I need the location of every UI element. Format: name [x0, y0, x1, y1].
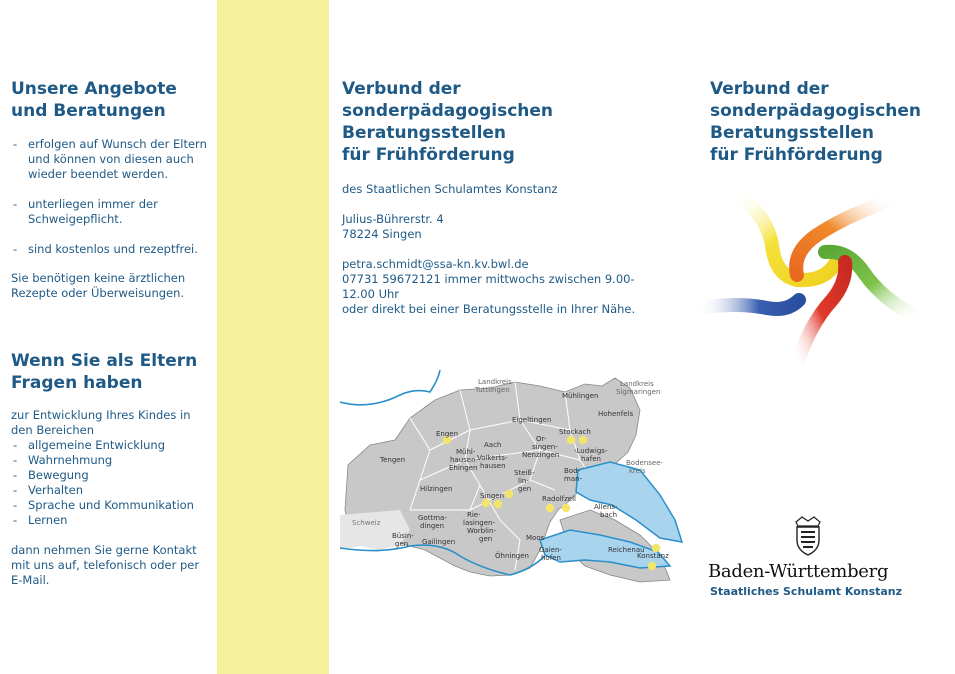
location-dot — [482, 499, 490, 507]
map-label: lin- — [518, 477, 529, 485]
title-line: Beratungsstellen — [710, 123, 875, 143]
map-label: gen — [518, 485, 532, 493]
title-line: Verbund der — [710, 79, 829, 99]
areas-list — [11, 438, 211, 528]
list-item: - unterliegen immer der Schweigepflicht. — [11, 197, 211, 227]
direct-text: oder direkt bei einer Beratungsstelle in Ihrer Nähe. — [342, 302, 636, 316]
map-label: hausen — [480, 462, 506, 470]
offers-heading — [11, 78, 211, 122]
map-label: Landkreis — [620, 380, 654, 388]
map-label: kreis — [629, 467, 646, 475]
title-line: sonderpädagogischen — [342, 101, 554, 121]
map-label: Tuttlingen — [475, 386, 510, 394]
note-text: Sie benötigen keine ärztlichen Rezepte oder Überweisungen. — [11, 271, 186, 300]
map-label: Sigmaringen — [616, 388, 661, 396]
list-item: - Sprache und Kommunikation — [11, 498, 211, 513]
map-label: Or- — [536, 435, 547, 443]
map-label: Mühlingen — [562, 392, 599, 400]
school-office-name: Staatliches Schulamt Konstanz — [710, 585, 903, 598]
heading-line: und Beratungen — [11, 101, 166, 121]
map-label: Aach — [484, 441, 502, 449]
map-label: Gailingen — [422, 538, 456, 546]
location-dot — [652, 544, 660, 552]
map-label: Volkerts- — [477, 454, 508, 462]
map-label: Stockach — [559, 428, 591, 436]
frühförderung-logo — [697, 190, 927, 370]
map-label: lasingen- — [463, 519, 495, 527]
list-item: - erfolgen auf Wunsch der Eltern und können von diesen auch wieder beendet werden. — [11, 137, 211, 182]
yellow-band — [217, 0, 329, 674]
list-item: - allgemeine Entwicklung — [11, 438, 211, 453]
map-label: Bod- — [564, 467, 581, 475]
heading-line: Wenn Sie als Eltern — [11, 351, 198, 371]
phone-text: 07731 59672121 immer mittwochs zwischen 9.00-12.00 Uhr — [342, 272, 635, 301]
title-line: Verbund der — [342, 79, 461, 99]
state-name: Baden-Württemberg — [708, 561, 889, 582]
location-dot — [546, 504, 554, 512]
map-label: Eigeltingen — [512, 416, 552, 424]
location-dot — [567, 436, 575, 444]
map-label: Bodensee- — [626, 459, 664, 467]
map-label: -Ludwigs- — [574, 447, 608, 455]
title-line: für Frühförderung — [710, 145, 883, 165]
map-label: Konstanz — [637, 552, 669, 560]
list-item: - Wahrnehmung — [11, 453, 211, 468]
map-label: Büsin- — [392, 532, 414, 540]
map-label: gen — [479, 535, 493, 543]
map-label: dingen — [420, 522, 445, 530]
map-label: Gaien- — [539, 546, 562, 554]
email-link[interactable]: petra.schmidt@ssa-kn.kv.bwl.de — [342, 257, 529, 271]
areas-intro: zur Entwicklung Ihres Kindes in den Bereichen — [11, 408, 191, 437]
map-label: Steiß- — [514, 469, 535, 477]
location-dot — [505, 490, 513, 498]
location-dot — [648, 562, 656, 570]
offers-list — [11, 137, 211, 257]
map-label: Allens- — [594, 503, 618, 511]
map-label: Reichenau — [608, 546, 645, 554]
map-label: Engen — [436, 430, 459, 438]
title-line: Beratungsstellen — [342, 123, 507, 143]
map-label: Ehingen — [449, 464, 478, 472]
map-label: Singen — [480, 492, 505, 500]
map-label: Radolfzell — [542, 495, 577, 503]
map-label: Tengen — [380, 456, 406, 464]
cover-title — [710, 78, 940, 166]
map-label: Hilzingen — [420, 485, 453, 493]
list-item: - Bewegung — [11, 468, 211, 483]
middle-title — [342, 78, 662, 166]
middle-column — [342, 78, 662, 317]
location-dot — [562, 504, 570, 512]
map-label: Öhningen — [495, 552, 529, 560]
closing-text: dann nehmen Sie gerne Kontakt mit uns auf, telefonisch oder per E-Mail. — [11, 543, 200, 587]
map-label: Gottma- — [418, 514, 447, 522]
map-label: Moos — [526, 534, 545, 542]
map-label: Rie- — [467, 511, 481, 519]
map-label: Mühl- — [456, 448, 476, 456]
map-label: hausen- — [450, 456, 479, 464]
map-label: Landkreis — [478, 378, 512, 386]
map-label: singen- — [532, 443, 558, 451]
list-item: - sind kostenlos und rezeptfrei. — [11, 242, 211, 257]
map-label: bach — [600, 511, 618, 519]
street: Julius-Bührerstr. 4 — [342, 212, 444, 226]
title-line: sonderpädagogischen — [710, 101, 922, 121]
subtitle: des Staatlichen Schulamtes Konstanz — [342, 182, 558, 196]
list-item: - Verhalten — [11, 483, 211, 498]
logo-stroke — [699, 300, 799, 309]
map-label: Hohenfels — [598, 410, 634, 418]
title-line: für Frühförderung — [342, 145, 515, 165]
questions-heading — [11, 350, 211, 394]
list-item: - Lernen — [11, 513, 211, 528]
left-column — [11, 78, 211, 588]
location-dot — [579, 436, 587, 444]
map-label: Schweiz — [352, 519, 381, 527]
city: 78224 Singen — [342, 227, 422, 241]
location-dot — [494, 500, 502, 508]
map-label: Worblin- — [467, 527, 496, 535]
map-label: man- — [564, 475, 583, 483]
map-label: hafen — [581, 455, 601, 463]
map-label: Nenzingen — [522, 451, 560, 459]
map-label: hofen — [541, 554, 561, 562]
heading-line: Fragen haben — [11, 373, 143, 393]
district-map — [340, 370, 690, 590]
map-label: gen — [395, 540, 409, 548]
right-column — [710, 78, 940, 166]
heading-line: Unsere Angebote — [11, 79, 177, 99]
coat-of-arms-icon — [791, 516, 825, 556]
